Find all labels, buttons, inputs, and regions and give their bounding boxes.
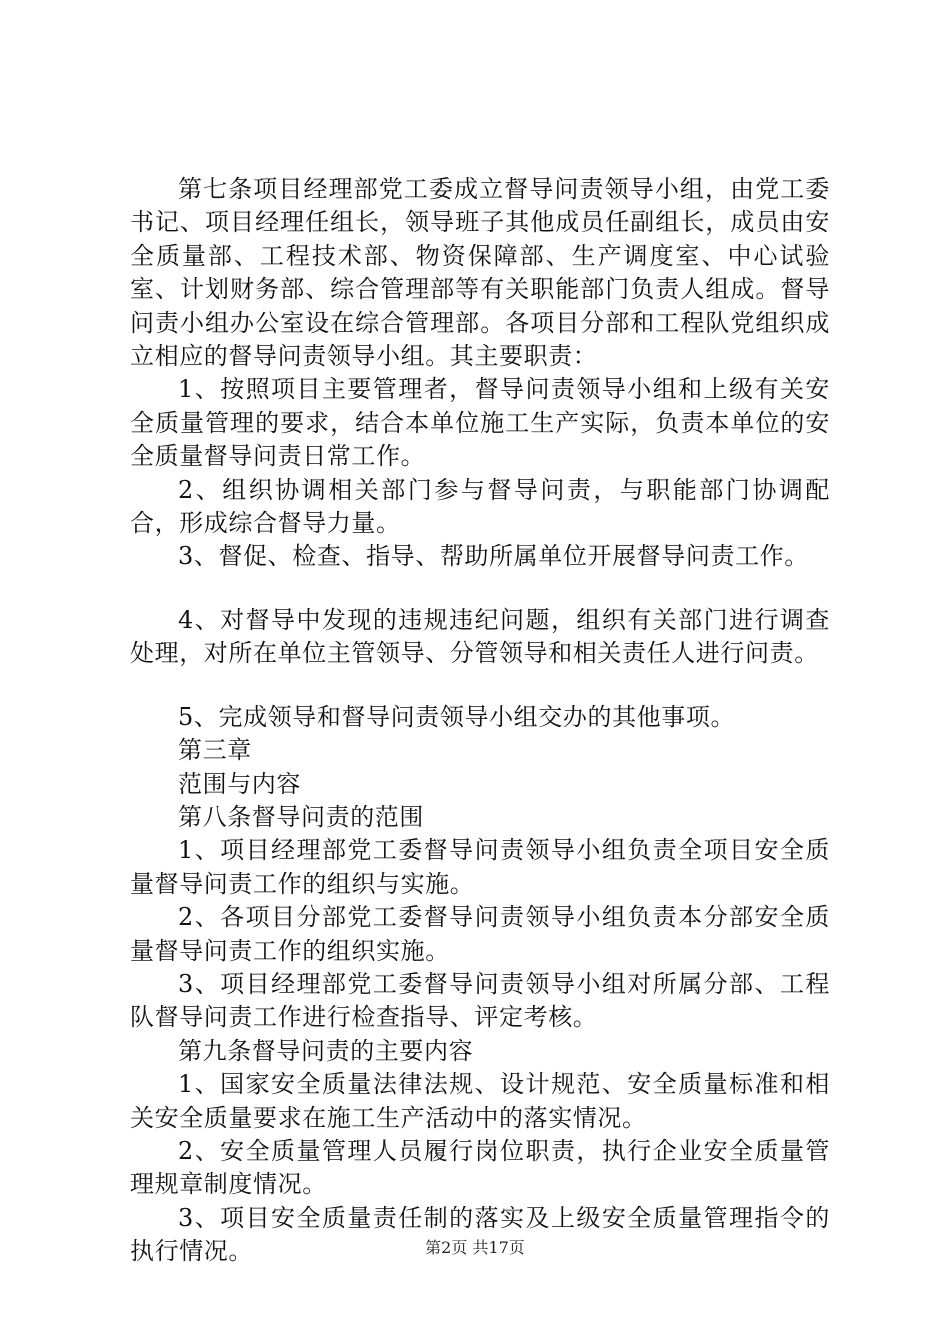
paragraph-scope-3: 3、项目经理部党工委督导问责领导小组对所属分部、工程队督导问责工作进行检查指导、评定考核。	[130, 969, 830, 1032]
paragraph-content-3: 3、项目安全质量责任制的落实及上级安全质量管理指令的执行情况。	[130, 1203, 830, 1266]
chapter-number: 第三章	[178, 736, 252, 765]
article-8-heading: 第八条督导问责的范围	[178, 802, 424, 831]
paragraph-scope-2: 2、各项目分部党工委督导问责领导小组负责本分部安全质量督导问责工作的组织实施。	[130, 903, 830, 965]
paragraph-duty-2: 2、组织协调相关部门参与督导问责，与职能部门协调配合，形成综合督导力量。	[130, 475, 830, 538]
article-9-heading: 第九条督导问责的主要内容	[178, 1036, 474, 1065]
paragraph-duty-4: 4、对督导中发现的违规违纪问题，组织有关部门进行调查处理，对所在单位主管领导、分管领导和相关责任人进行问责。	[130, 605, 830, 668]
paragraph-article-7: 第七条项目经理部党工委成立督导问责领导小组，由党工委书记、项目经理任组长，领导班子其他成员任副组长，成员由安全质量部、工程技术部、物资保障部、生产调度室、中心试验室、计划财务部、综合管理部等有关职能部门负责人组成。督导问责小组办公室设在综合管理部。各项目分部和工程队党组织成立相应的督导问责领导小组。其主要职责：	[130, 175, 830, 371]
document-body	[130, 173, 830, 1269]
paragraph-content-1: 1、国家安全质量法律法规、设计规范、安全质量标准和相关安全质量要求在施工生产活动中的落实情况。	[130, 1070, 830, 1132]
paragraph-scope-1: 1、项目经理部党工委督导问责领导小组负责全项目安全质量督导问责工作的组织与实施。	[130, 836, 830, 898]
paragraph-duty-3: 3、督促、检查、指导、帮助所属单位开展督导问责工作。	[178, 542, 809, 571]
page-number-footer: 第2页 共17页	[425, 1238, 525, 1257]
paragraph-duty-5: 5、完成领导和督导问责领导小组交办的其他事项。	[178, 702, 736, 731]
paragraph-duty-1: 1、按照项目主要管理者，督导问责领导小组和上级有关安全质量管理的要求，结合本单位施工生产实际，负责本单位的安全质量督导问责日常工作。	[130, 375, 830, 471]
chapter-title: 范围与内容	[178, 769, 301, 798]
paragraph-content-2: 2、安全质量管理人员履行岗位职责，执行企业安全质量管理规章制度情况。	[130, 1136, 830, 1199]
